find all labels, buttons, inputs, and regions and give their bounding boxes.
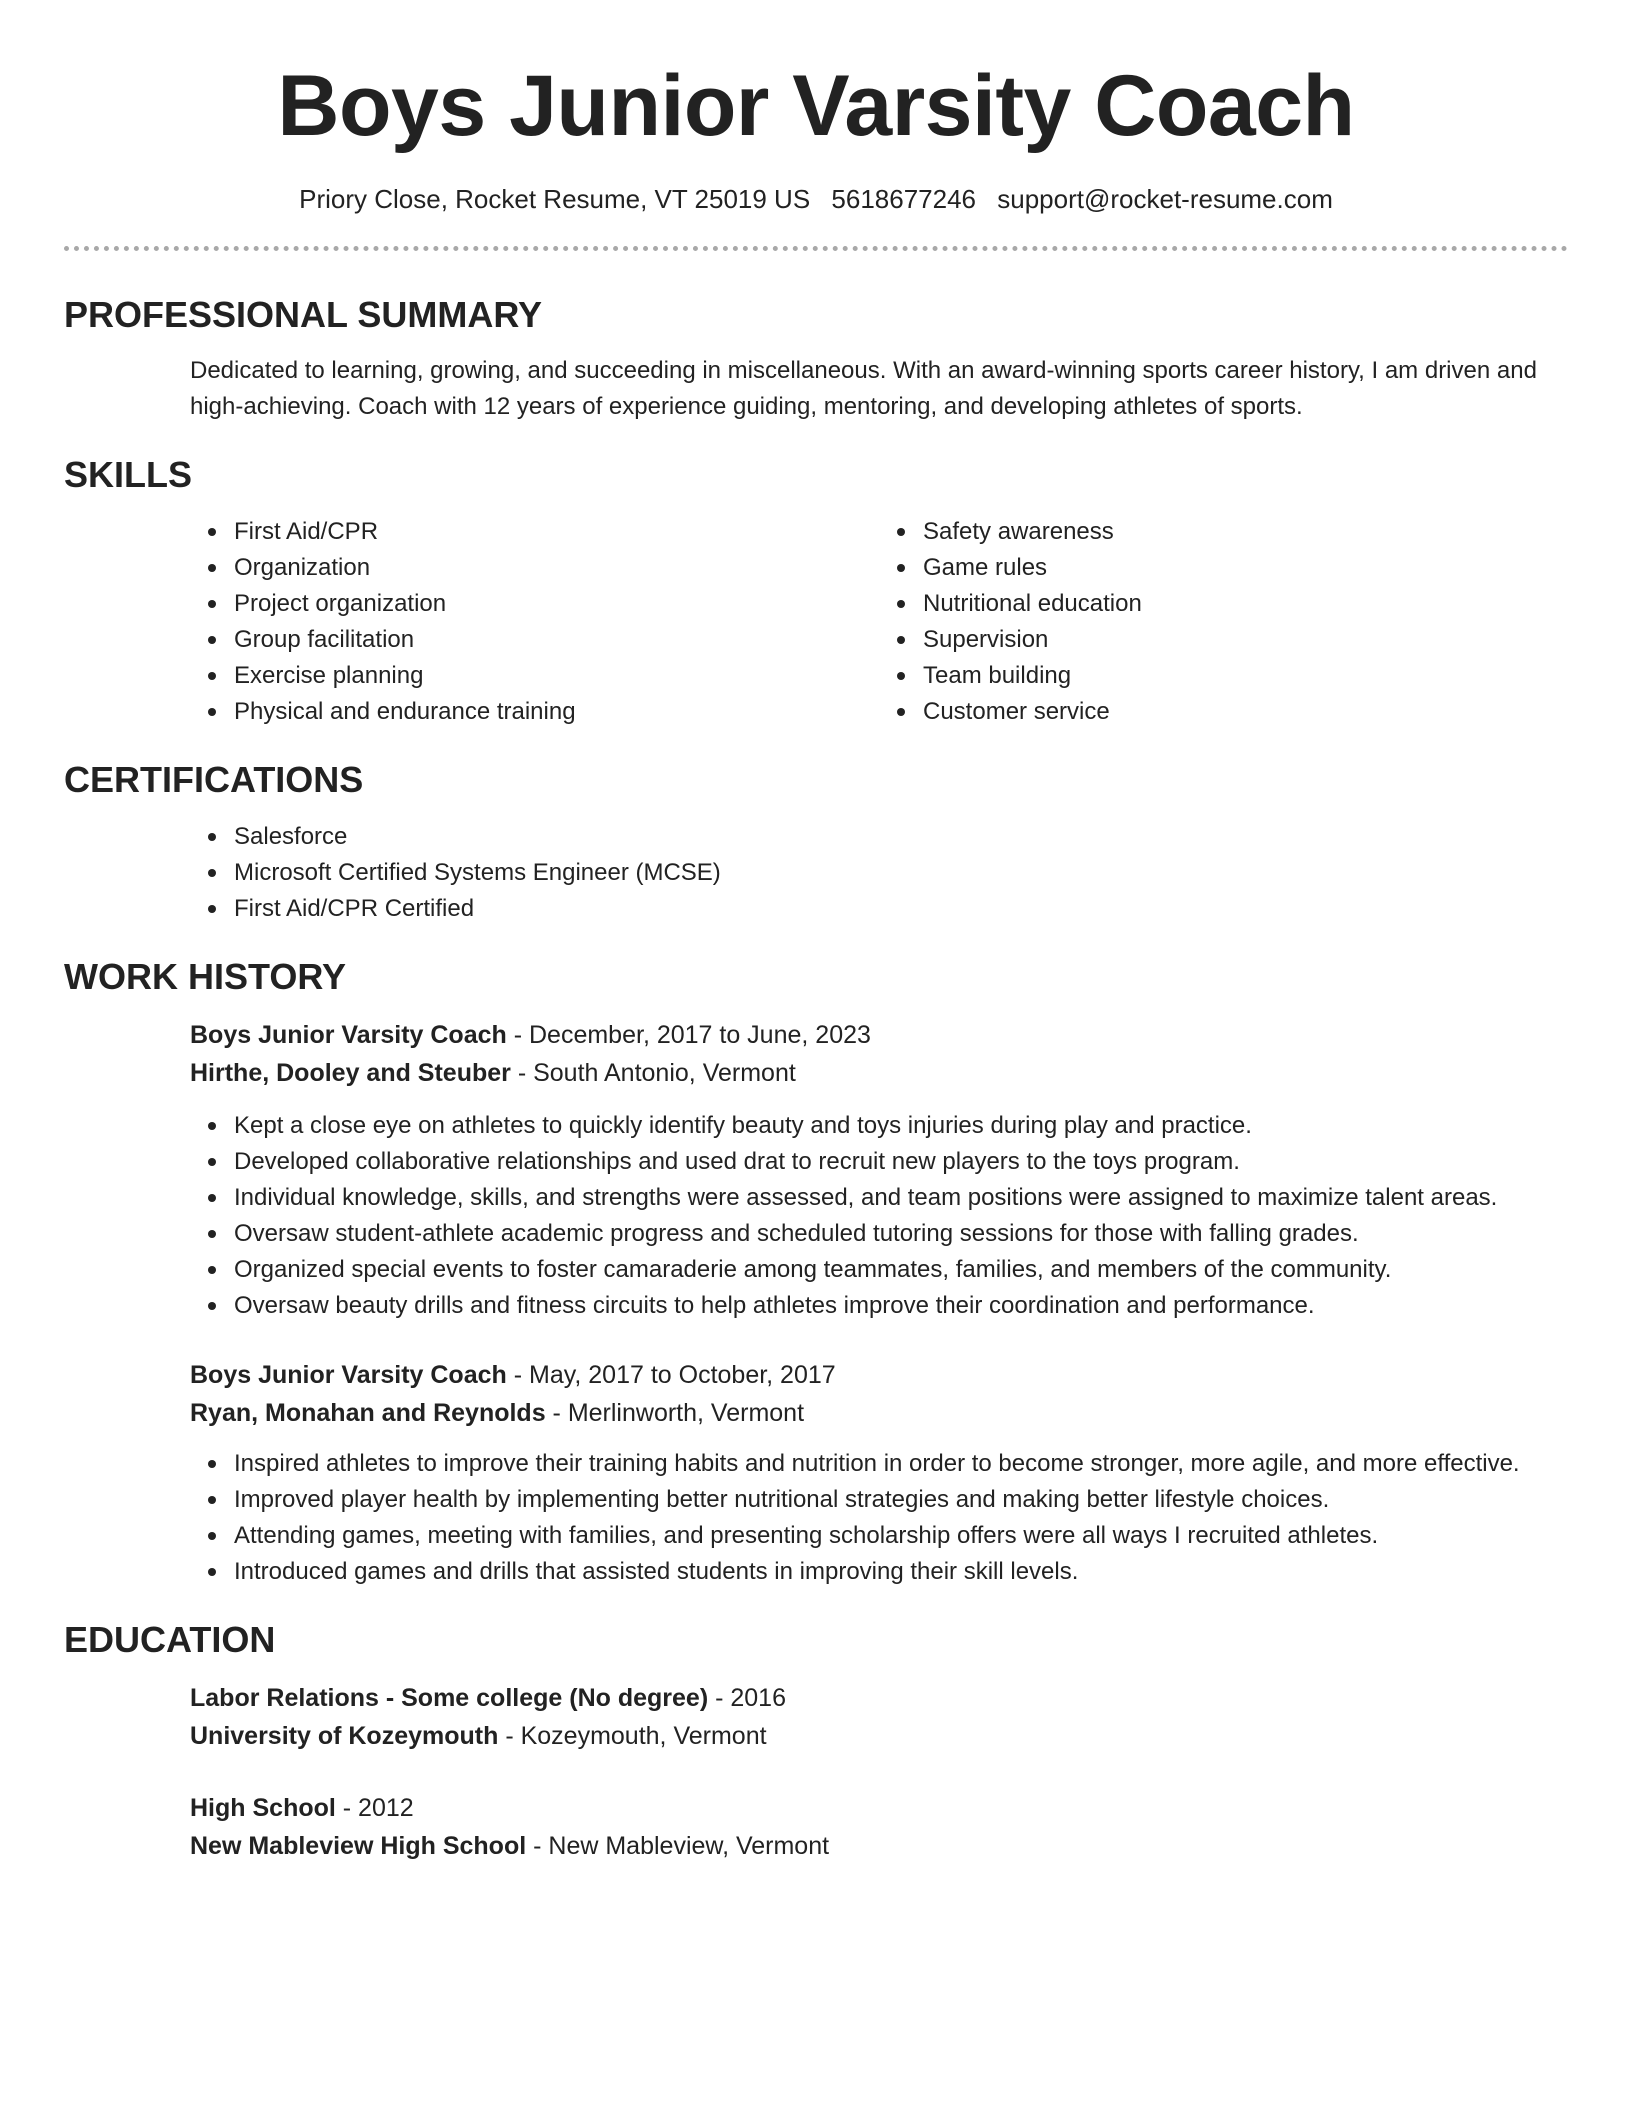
certifications-title: CERTIFICATIONS: [64, 759, 364, 800]
duty-item: Improved player health by implementing better nutritional strategies and making better lifestyle choices.: [234, 1482, 1568, 1518]
education-entry: [190, 1789, 1568, 1865]
candidate-name: Boys Junior Varsity Coach: [277, 58, 1355, 154]
job-company-line: [190, 1394, 1568, 1432]
work-title: WORK HISTORY: [64, 956, 347, 997]
job-entry: [190, 1016, 1568, 1324]
school-location: - New Mableview, Vermont: [526, 1832, 830, 1860]
skill-item: Game rules: [923, 550, 1568, 586]
job-location: - Merlinworth, Vermont: [545, 1399, 805, 1427]
job-title-line: [190, 1356, 1568, 1394]
duty-item: Kept a close eye on athletes to quickly identify beauty and toys injuries during play and practice.: [234, 1108, 1568, 1144]
degree-name: High School: [190, 1794, 336, 1822]
duty-item: Introduced games and drills that assisted students in improving their skill levels.: [234, 1554, 1568, 1590]
job-company: Hirthe, Dooley and Steuber: [190, 1059, 511, 1087]
degree-line: [190, 1789, 1568, 1827]
duty-item: Attending games, meeting with families, and presenting scholarship offers were all ways I recruited athletes.: [234, 1518, 1568, 1554]
school-location: - Kozeymouth, Vermont: [498, 1722, 767, 1750]
education-entry: [190, 1679, 1568, 1755]
duty-item: Developed collaborative relationships and used drat to recruit new players to the toys program.: [234, 1144, 1568, 1180]
degree-name: Labor Relations - Some college (No degree): [190, 1684, 709, 1712]
job-duties: [190, 1108, 1568, 1324]
contact-phone: 5618677246: [831, 184, 977, 214]
skill-item: Physical and endurance training: [234, 694, 879, 730]
education-section: [64, 1618, 1568, 1865]
skill-item: Supervision: [923, 622, 1568, 658]
skill-item: Organization: [234, 550, 879, 586]
skill-item: Group facilitation: [234, 622, 879, 658]
contact-address: Priory Close, Rocket Resume, VT 25019 US: [299, 184, 811, 214]
duty-item: Inspired athletes to improve their training habits and nutrition in order to become stronger, more agile, and more effective.: [234, 1446, 1568, 1482]
skill-item: Customer service: [923, 694, 1568, 730]
certifications-list: [190, 819, 1568, 927]
certification-item: Salesforce: [234, 819, 1568, 855]
certification-item: First Aid/CPR Certified: [234, 891, 1568, 927]
resume-page: [64, 0, 1568, 1865]
job-role: Boys Junior Varsity Coach: [190, 1021, 507, 1049]
skill-item: Safety awareness: [923, 514, 1568, 550]
certification-item: Microsoft Certified Systems Engineer (MCSE): [234, 855, 1568, 891]
skills-section: [64, 453, 1568, 730]
skills-list-left: [190, 514, 879, 730]
skills-title: SKILLS: [64, 454, 193, 495]
job-entry: [190, 1356, 1568, 1590]
contact-line: [64, 182, 1568, 216]
skill-item: Project organization: [234, 586, 879, 622]
summary-text: Dedicated to learning, growing, and succeeding in miscellaneous. With an award-winning sports career history, I am driven and high-achieving. Coach with 12 years of experience guiding, mentoring, and developing athletes of sports.: [190, 357, 1537, 420]
duty-item: Oversaw student-athlete academic progress and scheduled tutoring sessions for those with falling grades.: [234, 1216, 1568, 1252]
header-divider: [64, 246, 1568, 251]
school-name: New Mableview High School: [190, 1832, 527, 1860]
degree-year: - 2016: [708, 1684, 786, 1712]
skill-item: Team building: [923, 658, 1568, 694]
skills-list-right: [879, 514, 1568, 730]
job-duties: [190, 1446, 1568, 1590]
skill-item: Nutritional education: [923, 586, 1568, 622]
school-name: University of Kozeymouth: [190, 1722, 499, 1750]
education-title: EDUCATION: [64, 1619, 276, 1660]
duty-item: Organized special events to foster camaraderie among teammates, families, and members of the community.: [234, 1252, 1568, 1288]
summary-title: PROFESSIONAL SUMMARY: [64, 294, 543, 335]
duty-item: Oversaw beauty drills and fitness circuits to help athletes improve their coordination and performance.: [234, 1288, 1568, 1324]
school-line: [190, 1717, 1568, 1755]
school-line: [190, 1827, 1568, 1865]
job-dates: - May, 2017 to October, 2017: [506, 1361, 836, 1389]
duty-item: Individual knowledge, skills, and strengths were assessed, and team positions were assigned to maximize talent areas.: [234, 1180, 1568, 1216]
summary-section: [64, 293, 1568, 425]
degree-line: [190, 1679, 1568, 1717]
contact-email: support@rocket-resume.com: [997, 184, 1333, 214]
degree-year: - 2012: [335, 1794, 414, 1822]
skill-item: First Aid/CPR: [234, 514, 879, 550]
job-dates: - December, 2017 to June, 2023: [506, 1021, 871, 1049]
job-location: - South Antonio, Vermont: [510, 1059, 796, 1087]
job-company: Ryan, Monahan and Reynolds: [190, 1399, 546, 1427]
certifications-section: [64, 758, 1568, 927]
work-section: [64, 955, 1568, 1590]
job-company-line: [190, 1054, 1568, 1092]
job-title-line: [190, 1016, 1568, 1054]
skills-grid: [190, 514, 1568, 730]
skill-item: Exercise planning: [234, 658, 879, 694]
job-role: Boys Junior Varsity Coach: [190, 1361, 507, 1389]
